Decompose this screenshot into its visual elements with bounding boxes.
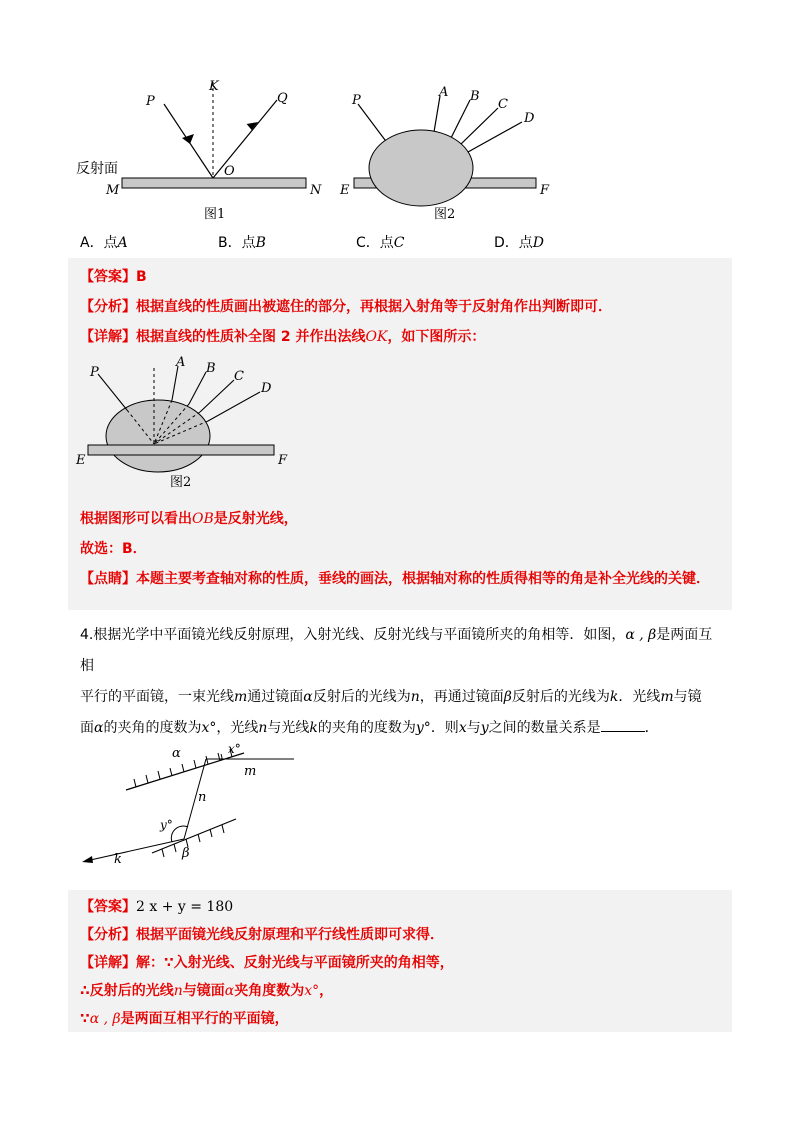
sol4-analysis: 【分析】根据平面镜光线反射原理和平行线性质即可求得． <box>80 927 444 943</box>
sol4-detail-3: ∵α , β是两面互相平行的平面镜， <box>80 1011 289 1027</box>
fig3-label-a: A <box>176 355 186 370</box>
sol1-analysis: 【分析】根据直线的性质画出被遮住的部分，再根据入射角等于反射角作出判断即可． <box>80 299 612 315</box>
fig1-label-m: M <box>106 183 120 198</box>
fig4-label-m: m <box>244 764 257 779</box>
question-4: 4.根据光学中平面镜光线反射原理，入射光线、反射光线与平面镜所夹的角相等．如图，α , β是两面互相 平行的平面镜，一束光线m通过镜面α反射后的光线为n，再通过镜面β反射后的光线为k．光线m与镜 面α的夹角的度数为x°，光线n与光线k的夹角的度数为y°．则x与y之间的数量关系是 ． <box>80 627 713 736</box>
fig1-label-p: P <box>146 94 155 109</box>
fig2-label-b: B <box>470 89 480 104</box>
fig1-label-k: K <box>209 79 219 94</box>
figure-1 <box>72 70 332 230</box>
sol4-detail-2: ∴反射后的光线n与镜面α夹角度数为x°， <box>80 983 334 999</box>
figure-2 <box>336 80 556 230</box>
fig4-label-k: k <box>114 852 122 867</box>
choice-c[interactable]: C．点C <box>356 235 405 251</box>
fig4-label-beta: β <box>182 846 190 861</box>
fig3-caption: 图2 <box>170 475 192 490</box>
figure-3 <box>72 352 302 497</box>
answer-blank[interactable] <box>601 717 645 732</box>
sol1-choose: 故选：B． <box>80 541 147 557</box>
fig3-label-d: D <box>261 381 272 396</box>
sol1-answer: 【答案】B <box>80 269 147 285</box>
figure-4 <box>72 735 302 870</box>
fig2-label-p: P <box>352 93 361 108</box>
fig1-label-q: Q <box>277 91 288 106</box>
fig1-label-o: O <box>224 164 235 179</box>
choice-b[interactable]: B．点B <box>218 235 266 251</box>
fig1-caption: 图1 <box>204 207 226 222</box>
sol1-detail: 【详解】根据直线的性质补全图 2 并作出法线OK，如下图所示： <box>80 329 486 345</box>
fig1-label-n: N <box>310 183 322 198</box>
fig4-label-n: n <box>198 790 207 805</box>
fig2-label-d: D <box>524 111 535 126</box>
fig2-caption: 图2 <box>434 207 456 222</box>
fig3-label-e: E <box>76 453 86 468</box>
fig2-label-a: A <box>439 85 449 100</box>
choice-d[interactable]: D．点D <box>494 235 545 251</box>
sol4-detail-1: 【详解】解：∵入射光线、反射光线与平面镜所夹的角相等， <box>80 955 454 971</box>
fig3-label-f: F <box>278 453 288 468</box>
fig3-label-b: B <box>206 361 216 376</box>
fig2-label-e: E <box>340 183 350 198</box>
fig3-label-c: C <box>234 369 244 384</box>
fig2-label-c: C <box>498 97 508 112</box>
fig4-label-y: y° <box>160 818 173 832</box>
sol1-conclusion: 根据图形可以看出OB是反射光线， <box>80 511 298 527</box>
sol4-answer: 【答案】2 x + y = 180 <box>80 899 234 915</box>
fig1-mirror-label: 反射面 <box>76 161 118 177</box>
choice-a[interactable]: A．点A <box>80 235 128 251</box>
fig2-label-f: F <box>540 183 550 198</box>
fig4-label-alpha: α <box>172 746 181 761</box>
fig4-label-x: x° <box>228 742 241 756</box>
sol1-comment: 【点睛】本题主要考查轴对称的性质，垂线的画法，根据轴对称的性质得相等的角是补全光线的关键． <box>80 571 710 587</box>
fig3-label-p: P <box>90 365 99 380</box>
